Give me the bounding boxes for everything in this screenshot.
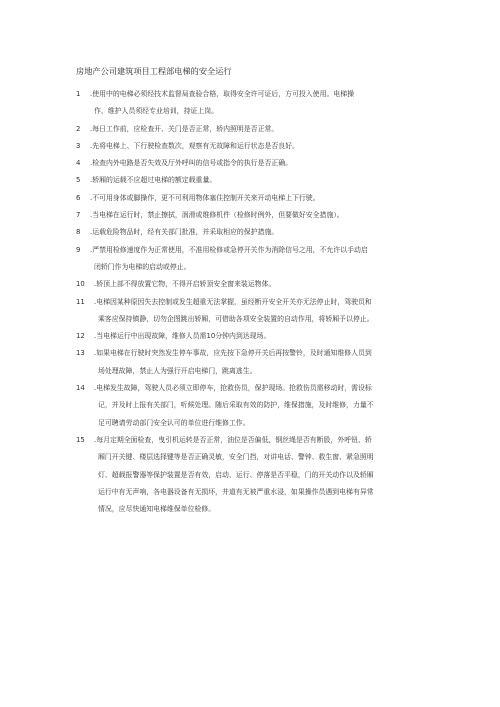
rule-text-line: .运载危险物品时，经有关部门批准，并采取相应的保护措施。 bbox=[90, 228, 279, 237]
rule-text bbox=[76, 138, 476, 155]
rule-item bbox=[76, 190, 476, 207]
rule-number: 10 bbox=[76, 280, 85, 289]
rule-text-line: .使用中的电梯必须经技术监督局查验合格，取得安全许可证后，方可投入使用。电梯操 bbox=[90, 90, 355, 98]
rule-item bbox=[76, 294, 476, 329]
rule-item bbox=[76, 276, 476, 293]
rule-item bbox=[76, 172, 476, 189]
rule-text bbox=[76, 224, 476, 241]
rule-text bbox=[76, 121, 476, 138]
rule-number: 5 bbox=[76, 176, 81, 185]
rule-number: 3 bbox=[76, 141, 81, 150]
rule-text-line: .电梯发生故障，驾驶人员必须立即停车，抢救伤员，保护现场。抢救伤员需移动时，需设标 bbox=[94, 384, 372, 393]
rule-text-line: 乘客应保持镇静，切勿企图跳出轿厢，可借助各项安全装置的自动作用，将轿厢予以停止。 bbox=[98, 314, 374, 323]
rule-number: 2 bbox=[76, 124, 81, 133]
rule-text bbox=[76, 207, 476, 224]
rule-number: 14 bbox=[76, 384, 85, 393]
rule-item bbox=[76, 432, 476, 518]
rule-text bbox=[76, 155, 476, 172]
rule-text-line: .每日工作前，应检查开、关门是否正常，轿内照明是否正常。 bbox=[90, 124, 279, 133]
rule-number: 7 bbox=[76, 211, 81, 220]
rule-text bbox=[76, 242, 476, 277]
rule-item bbox=[76, 380, 476, 432]
rule-text-line: 记，并及时上报有关部门，听候处理。随后采取有效的防护，维保措施，及时维修，力量不 bbox=[98, 401, 374, 410]
rule-text bbox=[76, 86, 476, 121]
rule-item bbox=[76, 155, 476, 172]
rule-text bbox=[76, 172, 476, 189]
rule-text-line: .轿顶上部不得放置它物，不得开启轿顶安全窗来装运物体。 bbox=[94, 280, 276, 289]
rule-number: 1 bbox=[76, 90, 81, 98]
rule-item bbox=[76, 138, 476, 155]
rule-item bbox=[76, 224, 476, 241]
rule-number: 4 bbox=[76, 159, 81, 168]
rule-number: 12 bbox=[76, 332, 85, 341]
rule-text-line: 闭轿门作为电梯的启动或停止。 bbox=[94, 262, 191, 271]
rule-text-line: .当电梯运行中出现故障，维修人员需10分钟内到达现场。 bbox=[94, 332, 271, 341]
rule-item bbox=[76, 242, 476, 277]
rule-number: 6 bbox=[76, 193, 81, 202]
rule-text-line: 作、维护人员须经专业培训，持证上岗。 bbox=[94, 107, 219, 116]
rule-text-line: 足可聘请劳动部门安全认可的单位进行维修工作。 bbox=[98, 418, 250, 427]
rule-text-line: 运行中有无声响，各电器设备有无损坏，井道有无被严重水浸，如果操作员遇到电梯有异常 bbox=[98, 487, 374, 496]
rule-text-line: .检查内外电路是否失效及厅外呼叫的信号或指令的执行是否正确。 bbox=[90, 159, 293, 168]
rule-text-line: 厢门开关键、楼层选择键等是否正确灵敏，安全门挡，对讲电话、警钟、救生窗、紧急照明 bbox=[98, 453, 374, 462]
document-title: 房地产公司建筑项目工程部电梯的安全运行 bbox=[76, 66, 232, 76]
rule-item bbox=[76, 328, 476, 345]
rule-item bbox=[76, 345, 476, 380]
rule-text-line: .严禁用检修速度作为正常使用，不准用检修或急停开关作为消除信号之用，不允许以手动启 bbox=[90, 245, 368, 254]
rule-item bbox=[76, 86, 476, 121]
rule-text-line: .先将电梯上、下行驶检查数次，观察有无故障和运行状态是否良好。 bbox=[90, 141, 299, 150]
rules-list bbox=[76, 86, 476, 518]
rule-text bbox=[76, 328, 476, 345]
rule-number: 13 bbox=[76, 349, 85, 358]
rule-text bbox=[76, 294, 476, 329]
rule-text-line: .如果电梯在行驶时突然发生停车事故，应先按下急停开关后再按警铃，及时通知维修人员到 bbox=[94, 349, 372, 358]
rule-number: 9 bbox=[76, 245, 81, 254]
rule-text bbox=[76, 276, 476, 293]
rule-item bbox=[76, 121, 476, 138]
rule-text-line: .电梯因某种原因失去控制或发生超重无法掌握，虽经断开安全开关亦无法停止时，驾驶员和 bbox=[94, 297, 372, 306]
rule-text-line: 灯、超载报警器等保护装置是否有效，启动、运行、停落是否平稳，门的开关动作以及轿厢 bbox=[98, 470, 374, 479]
rule-text-line: .每月定期全面检查，曳引机运转是否正常，油位是否偏低，钢丝绳是否有断股，外呼钮、轿 bbox=[94, 435, 372, 444]
rule-text-line: .不可用身体或脚操作，更不可利用物体塞住控制开关来开动电梯上下行驶。 bbox=[90, 193, 320, 202]
rule-text bbox=[76, 432, 476, 518]
rule-text-line: 场处理故障，禁止人为强行开启电梯门，跳离逃生。 bbox=[98, 366, 257, 375]
rule-text bbox=[76, 345, 476, 380]
rule-text-line: .当电梯在运行时，禁止擦拭，润滑或维修机件（检修时例外，但要做好安全措施）。 bbox=[90, 211, 344, 220]
rule-text bbox=[76, 380, 476, 432]
rule-number: 8 bbox=[76, 228, 81, 237]
rule-number: 15 bbox=[76, 435, 85, 444]
rule-item bbox=[76, 207, 476, 224]
rule-text-line: .轿厢的运载不应超过电梯的额定载重量。 bbox=[90, 176, 217, 185]
rule-text bbox=[76, 190, 476, 207]
rule-number: 11 bbox=[76, 297, 85, 306]
rule-text-line: 情况，应尽快通知电梯维保单位检修。 bbox=[98, 505, 216, 514]
